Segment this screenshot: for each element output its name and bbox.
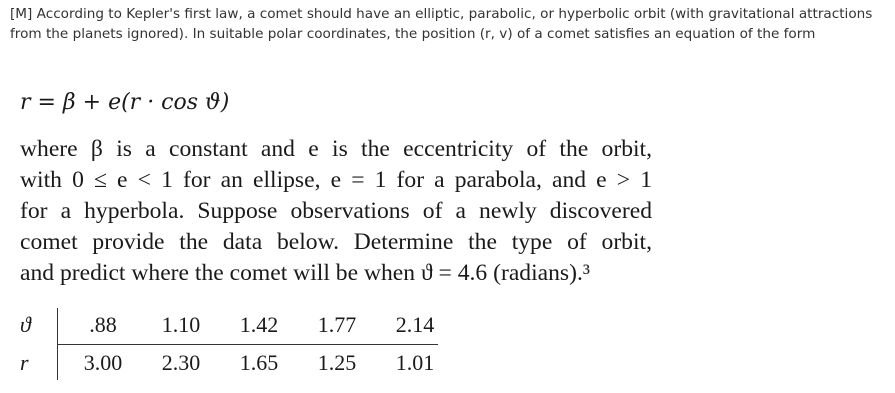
body-line: with 0 ≤ e < 1 for an ellipse, e = 1 for a parabola, and e > 1 bbox=[20, 167, 652, 193]
table-horizontal-rule bbox=[58, 344, 438, 345]
r-cell: 1.01 bbox=[395, 350, 435, 375]
r-cell: 1.25 bbox=[317, 350, 357, 375]
theta-cell: .88 bbox=[89, 312, 117, 337]
body-line: comet provide the data below. Determine the type of orbit, bbox=[20, 229, 652, 255]
body-line: for a hyperbola. Suppose observations of a newly discovered bbox=[20, 198, 652, 224]
r-cell: 2.30 bbox=[161, 350, 201, 375]
theta-cell: 2.14 bbox=[395, 312, 435, 337]
r-cell: 3.00 bbox=[83, 350, 123, 375]
theta-cell: 1.10 bbox=[161, 312, 201, 337]
theta-cell: 1.42 bbox=[239, 312, 279, 337]
body-line: and predict where the comet will be when ϑ = 4.6 (radians).³ bbox=[20, 260, 590, 286]
theta-label: ϑ bbox=[20, 312, 31, 337]
r-cell: 1.65 bbox=[239, 350, 279, 375]
orbit-equation: r = β + e(r · cos ϑ) bbox=[20, 90, 230, 115]
table-row-r bbox=[20, 344, 454, 382]
question-intro: [M] According to Kepler's first law, a comet should have an elliptic, parabolic, or hyperbolic orbit (with gravitational attractions from the planets ignored). In suitable polar coordinates, the position (r, v) of a comet satisfies an equation of the form bbox=[10, 6, 873, 42]
table-row-theta bbox=[20, 306, 454, 344]
r-label: r bbox=[20, 350, 29, 375]
problem-body bbox=[20, 134, 652, 289]
body-line: where β is a constant and e is the eccentricity of the orbit, bbox=[20, 136, 652, 162]
theta-cell: 1.77 bbox=[317, 312, 357, 337]
observation-table bbox=[20, 306, 454, 382]
